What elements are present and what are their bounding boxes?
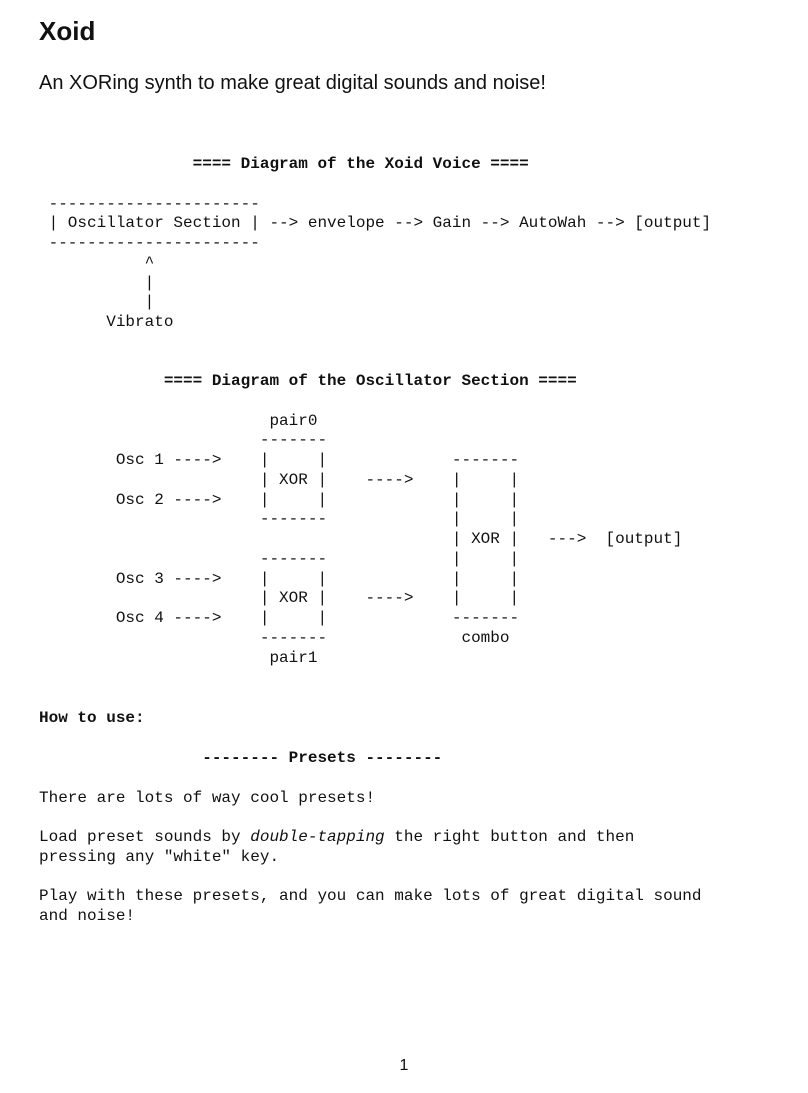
oscillator-diagram-line: | XOR | ----> | |: [39, 589, 520, 608]
oscillator-diagram-heading: ==== Diagram of the Oscillator Section ====: [39, 372, 577, 390]
xoid-voice-diagram: [39, 155, 711, 333]
oscillator-diagram-line: Osc 1 ----> | | -------: [39, 451, 520, 469]
presets-paragraph-1: There are lots of way cool presets!: [39, 788, 376, 807]
presets-heading: -------- Presets --------: [39, 749, 443, 767]
oscillator-diagram-line: | XOR | ---> [output]: [39, 530, 683, 548]
oscillator-diagram-line: -------: [39, 431, 328, 450]
voice-diagram-heading: ==== Diagram of the Xoid Voice ====: [39, 155, 529, 173]
oscillator-diagram-line: Osc 2 ----> | | | |: [39, 490, 520, 509]
oscillator-diagram-line: pair1: [39, 648, 318, 667]
emphasis-text: double-tapping: [250, 828, 385, 846]
voice-diagram-line: ^: [39, 253, 155, 272]
voice-diagram-line: |: [39, 273, 155, 292]
oscillator-diagram-line: ------- combo: [39, 628, 510, 647]
page-number: 1: [399, 1057, 409, 1074]
voice-diagram-line: Vibrato: [39, 313, 174, 331]
how-to-use-label: How to use:: [39, 709, 145, 727]
oscillator-diagram-line: pair0: [39, 411, 318, 430]
voice-diagram-line: |: [39, 293, 155, 312]
oscillator-diagram-line: ------- | |: [39, 549, 520, 568]
oscillator-diagram-line: Osc 3 ----> | | | |: [39, 569, 520, 588]
oscillator-section-diagram: [39, 372, 682, 668]
page-subtitle: An XORing synth to make great digital sounds and noise!: [39, 72, 546, 94]
page-title: Xoid: [39, 16, 96, 46]
voice-diagram-line: | Oscillator Section | --> envelope --> Gain --> AutoWah --> [output]: [39, 214, 712, 233]
presets-paragraph-2: [39, 828, 634, 866]
oscillator-diagram-line: | XOR | ----> | |: [39, 470, 520, 489]
presets-paragraph-3: Play with these presets, and you can make lots of great digital sound and noise!: [39, 887, 702, 925]
voice-diagram-line: ----------------------: [39, 194, 260, 213]
oscillator-diagram-line: Osc 4 ----> | | -------: [39, 609, 520, 627]
voice-diagram-line: ----------------------: [39, 234, 260, 252]
paragraph-text: the right button and then pressing any "white" key.: [39, 828, 635, 866]
paragraph-text: Load preset sounds by: [39, 828, 251, 846]
presets-section: [39, 749, 702, 927]
how-to-use-heading: [39, 709, 145, 729]
oscillator-diagram-line: ------- | |: [39, 510, 520, 529]
